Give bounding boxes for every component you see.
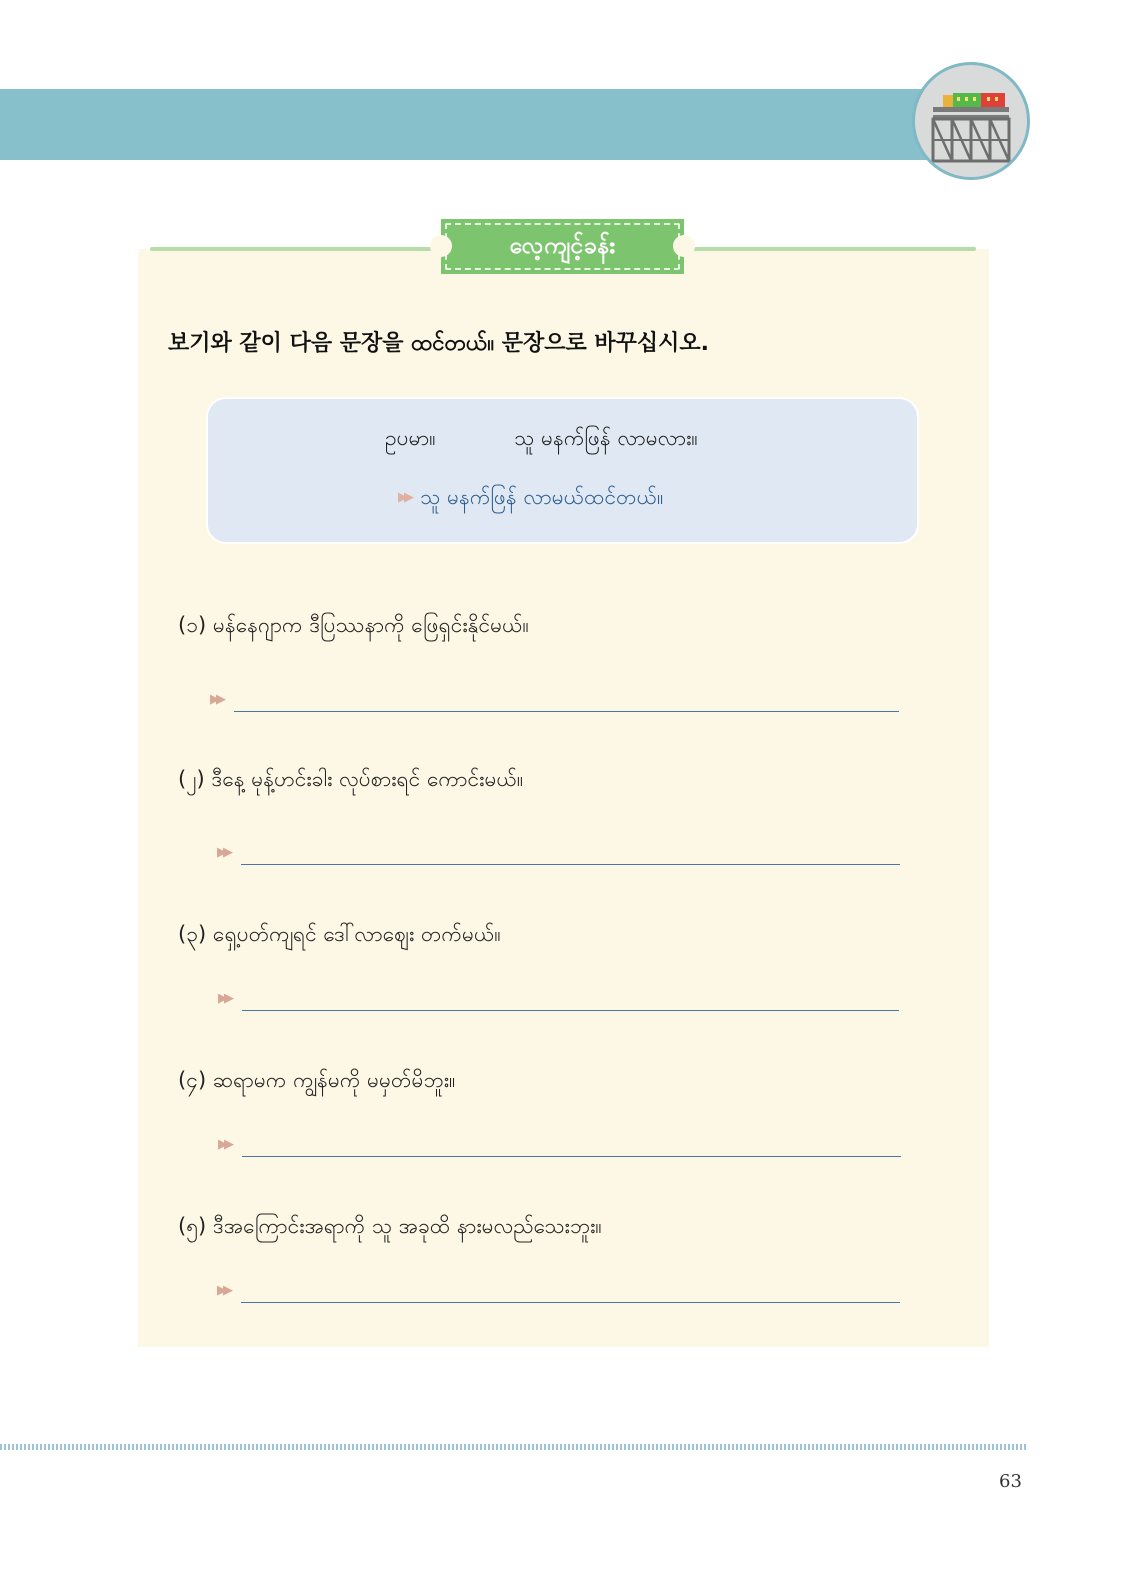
double-arrow-icon: ▶▶: [218, 991, 230, 1006]
example-box: [206, 397, 919, 544]
double-arrow-icon: ▶▶: [218, 1137, 230, 1152]
example-answer-text: သူ မနက်ဖြန် လာမယ်ထင်တယ်။: [420, 485, 664, 509]
answer-line-1[interactable]: [234, 711, 899, 712]
question-1: (၁) မန်နေဂျာက ဒီပြဿနာကို ဖြေရှင်းနိုင်မယ်။: [178, 613, 529, 637]
answer-row-3: [218, 991, 900, 1015]
question-2: (၂) ဒီနေ့ မုန့်ဟင်းခါး လုပ်စားရင် ကောင်းမယ်။: [178, 767, 524, 791]
question-3: (၃) ရှေ့ပတ်ကျရင် ဒေါ်လာဈေး တက်မယ်။: [178, 922, 501, 946]
steel-bridge-train-icon: [912, 62, 1030, 180]
answer-line-5[interactable]: [241, 1302, 900, 1303]
double-arrow-icon: ▶▶: [217, 1283, 229, 1298]
answer-row-4: [218, 1137, 902, 1161]
instruction-text: 보기와 같이 다음 문장을 ထင်တယ်။ 문장으로 바꾸십시오.: [168, 331, 710, 356]
section-title: လေ့ကျင့်ခန်း: [509, 233, 616, 259]
answer-row-1: [210, 692, 900, 716]
answer-row-5: [217, 1283, 901, 1307]
example-sentence: သူ မနက်ဖြန် လာမလား။: [514, 426, 698, 450]
example-answer: [398, 484, 663, 515]
page-number: 63: [999, 1471, 1022, 1492]
example-label: ဥပမာ။: [385, 426, 436, 450]
header-band: [0, 89, 935, 160]
answer-line-4[interactable]: [242, 1156, 901, 1157]
question-5: (၅) ဒီအကြောင်းအရာကို သူ အခုထိ နားမလည်သေးဘူး။: [178, 1214, 602, 1238]
double-arrow-icon: ▶▶: [398, 490, 410, 505]
question-4: (၄) ဆရာမက ကျွန်မကို မမှတ်မိဘူး။: [178, 1068, 456, 1092]
footer-dotted-rule: [0, 1444, 1028, 1450]
double-arrow-icon: ▶▶: [210, 692, 222, 707]
answer-row-2: [217, 845, 901, 869]
answer-line-3[interactable]: [242, 1010, 899, 1011]
double-arrow-icon: ▶▶: [217, 845, 229, 860]
section-title-badge: [441, 219, 684, 274]
answer-line-2[interactable]: [241, 864, 900, 865]
